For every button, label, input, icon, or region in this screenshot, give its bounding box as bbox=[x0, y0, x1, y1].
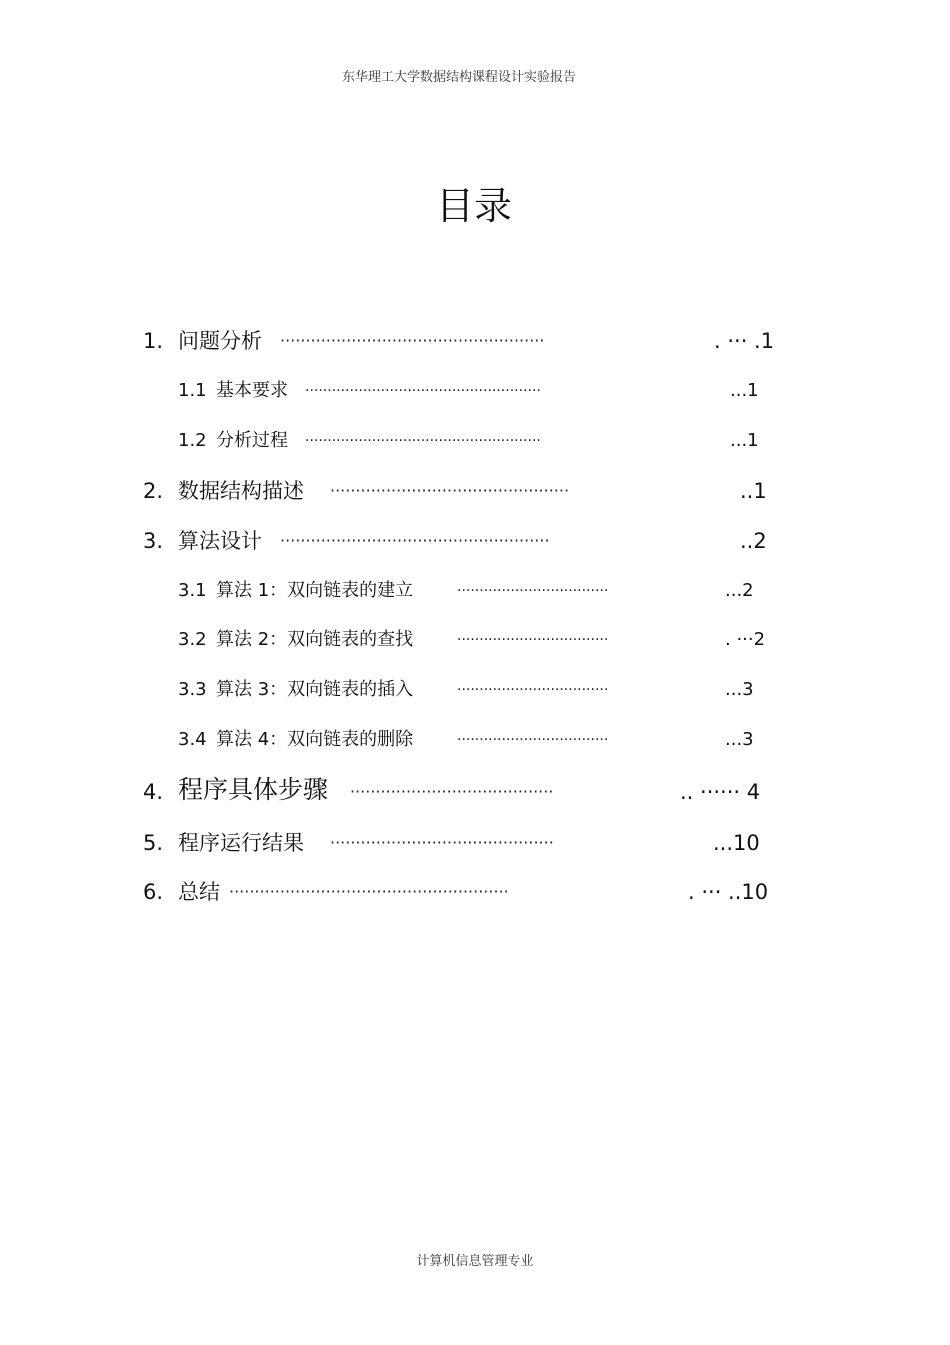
toc-number: 3.2 bbox=[178, 629, 207, 650]
toc-label: 分析过程 bbox=[216, 430, 288, 451]
toc-label: 程序运行结果 bbox=[178, 831, 304, 855]
toc-number: 3.1 bbox=[178, 580, 207, 601]
toc-number: 1.2 bbox=[178, 430, 207, 451]
toc-page: .. ······ 4 bbox=[680, 780, 761, 804]
toc-page: ...3 bbox=[725, 679, 754, 700]
toc-number: 5. bbox=[143, 831, 164, 855]
toc-label: 算法 3：双向链表的插入 bbox=[216, 679, 414, 700]
toc-leader: ······················································· bbox=[229, 882, 509, 901]
toc-page: ..2 bbox=[740, 529, 767, 553]
toc-page: . ···2 bbox=[725, 629, 766, 650]
toc-label: 算法 4：双向链表的删除 bbox=[216, 729, 414, 750]
toc-page: ..1 bbox=[740, 479, 767, 503]
toc-label: 总结 bbox=[178, 880, 220, 904]
toc-number: 4. bbox=[143, 780, 164, 804]
toc-leader: ·································· bbox=[457, 583, 609, 599]
toc-leader: ·································· bbox=[457, 682, 609, 698]
toc-leader: ····················································· bbox=[305, 433, 541, 449]
toc-label: 问题分析 bbox=[178, 329, 262, 353]
toc-label: 程序具体步骤 bbox=[178, 775, 329, 804]
running-footer: 计算机信息管理专业 bbox=[416, 1254, 534, 1269]
toc-number: 3.4 bbox=[178, 729, 207, 750]
toc-leader: ·································· bbox=[457, 632, 609, 648]
toc-number: 3.3 bbox=[178, 679, 207, 700]
toc-leader: ····················································· bbox=[280, 531, 550, 550]
toc-page: ...1 bbox=[730, 430, 759, 451]
toc-page: ...2 bbox=[725, 580, 754, 601]
toc-leader: ···················································· bbox=[280, 331, 545, 350]
toc-label: 算法 1：双向链表的建立 bbox=[216, 580, 414, 601]
toc-label: 算法 2：双向链表的查找 bbox=[216, 629, 414, 650]
toc-page: . ··· ..10 bbox=[688, 880, 769, 904]
toc-page: . ··· .1 bbox=[714, 329, 775, 353]
page-title: 目录 bbox=[435, 184, 512, 228]
toc-number: 6. bbox=[143, 880, 164, 904]
running-header: 东华理工大学数据结构课程设计实验报告 bbox=[341, 70, 576, 85]
toc-page: ...10 bbox=[713, 831, 760, 855]
toc-label: 数据结构描述 bbox=[178, 479, 304, 503]
toc-leader: ····················································· bbox=[305, 383, 541, 399]
toc-label: 算法设计 bbox=[178, 529, 262, 553]
toc-leader: ············································ bbox=[330, 833, 554, 852]
toc-page: ...1 bbox=[730, 380, 759, 401]
toc-number: 1. bbox=[143, 329, 164, 353]
toc-number: 3. bbox=[143, 529, 164, 553]
toc-leader: ··············································· bbox=[330, 481, 570, 500]
toc-number: 1.1 bbox=[178, 380, 207, 401]
toc-label: 基本要求 bbox=[216, 380, 288, 401]
toc-page: ...3 bbox=[725, 729, 754, 750]
toc-number: 2. bbox=[143, 479, 164, 503]
toc-leader: ········································ bbox=[350, 782, 554, 801]
toc-leader: ·································· bbox=[457, 732, 609, 748]
